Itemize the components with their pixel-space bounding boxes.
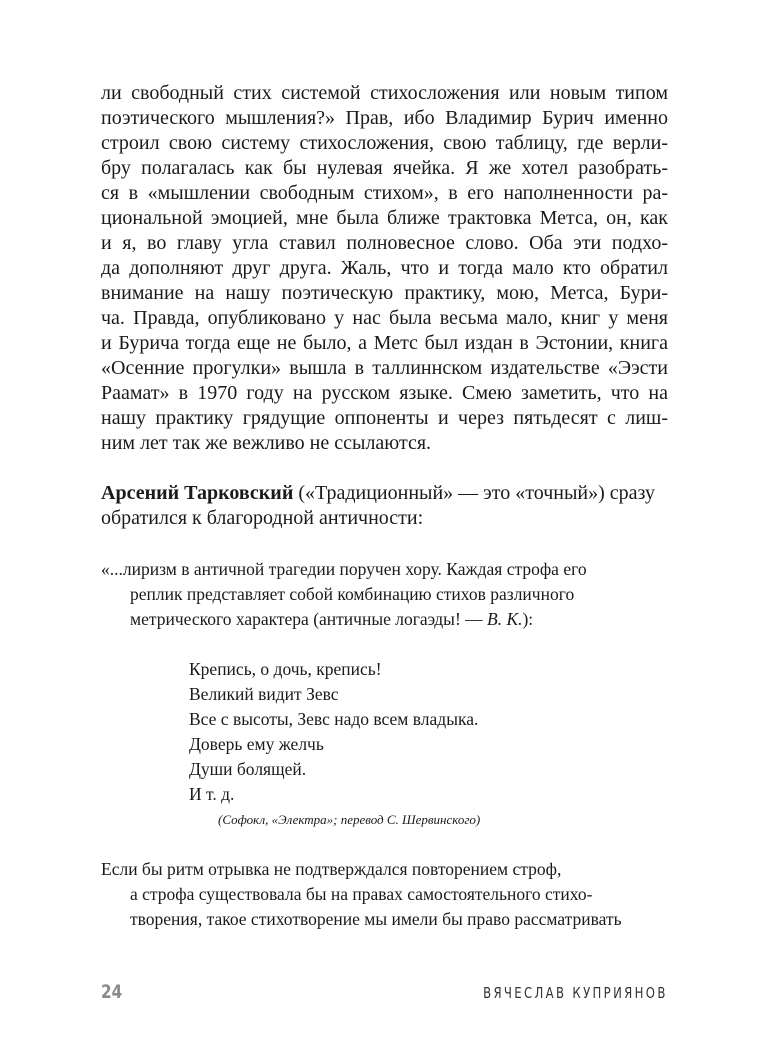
quote-line: а строфа существовала бы на правах самостоятельного стихо-	[130, 884, 593, 904]
text-line: циональной эмоцией, мне была ближе трактовка Метса, он, как	[101, 207, 668, 229]
text-line: строил свою систему стихосложения, свою таблицу, где верли-	[101, 132, 668, 154]
author-name: Арсений Тарковский	[101, 482, 294, 504]
verse-line: Великий видит Зевс	[189, 684, 339, 704]
running-footer-author: ВЯЧЕСЛАВ КУПРИЯНОВ	[483, 984, 668, 1002]
text-line: и я, во главу угла ставил полновесное слово. Оба эти подхо-	[101, 232, 668, 254]
text-line: да дополняют друг друга. Жаль, что и тогда мало кто обратил	[101, 257, 668, 279]
text-line: нашу практику грядущие оппоненты и через пятьдесят с лиш-	[101, 407, 668, 429]
text-line: ним лет так же вежливо не ссылаются.	[101, 432, 432, 454]
verse-line: И т. д.	[189, 784, 235, 804]
verse-line: Крепись, о дочь, крепись!	[189, 659, 382, 679]
text-fragment: метрического характера (античные логаэды! —	[130, 609, 488, 629]
text-line: Раамат» в 1970 году на русском языке. Смею заметить, что на	[101, 382, 668, 404]
text-line: внимание на нашу поэтическую практику, мою, Метса, Бури-	[101, 282, 668, 304]
quote-line	[130, 607, 650, 632]
quote-line: реплик представляет собой комбинацию стихов различного	[130, 584, 575, 604]
text-line: и Бурича тогда еще не было, а Метс был издан в Эстонии, книга	[101, 332, 668, 354]
source-citation: (Софокл, «Электра»; перевод С. Шервинского)	[218, 812, 481, 827]
text-line: ча. Правда, опубликовано у нас была весьма мало, книг у меня	[101, 307, 668, 329]
text-line: поэтического мышления?» Прав, ибо Владимир Бурич именно	[101, 107, 668, 129]
text-fragment: («Традиционный» — это «точный») сразу	[293, 482, 655, 504]
verse-line: Все с высоты, Зевс надо всем владыка.	[189, 709, 479, 729]
text-line: ся в «мышлении свободным стихом», в его наполненности ра-	[101, 182, 668, 204]
text-fragment: ):	[522, 609, 534, 629]
editor-initials: В. К.	[487, 609, 523, 629]
text-line: ли свободный стих системой стихосложения или новым типом	[101, 82, 668, 104]
verse-line: Души болящей.	[189, 759, 307, 779]
text-line: обратился к благородной античности:	[101, 507, 424, 529]
text-line: бру полагалась как бы нулевая ячейка. Я же хотел разобрать-	[101, 157, 668, 179]
quote-line: «...лиризм в античной трагедии поручен хору. Каждая строфа его	[101, 559, 587, 579]
page-number: 24	[101, 981, 123, 1003]
text-line	[101, 481, 668, 506]
verse-line: Доверь ему желчь	[189, 734, 324, 754]
quote-line: творения, такое стихотворение мы имели бы право рассматривать	[130, 909, 622, 929]
quote-line: Если бы ритм отрывка не подтверждался повторением строф,	[101, 859, 562, 879]
text-line: «Осенние прогулки» вышла в таллиннском издательстве «Ээсти	[101, 357, 668, 379]
